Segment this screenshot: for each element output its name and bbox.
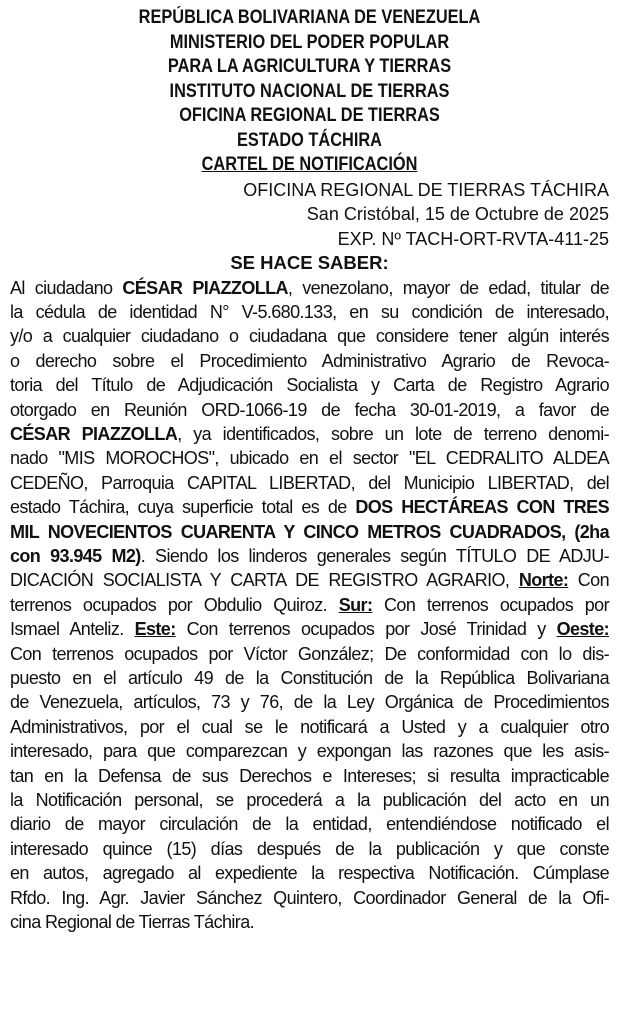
land-area: con 93.945 M2)	[10, 545, 141, 566]
person-name: CÉSAR PIAZZOLLA	[10, 423, 178, 444]
body-text: , venezolano, mayor de edad, titular de	[287, 277, 609, 298]
boundary-east-label: Este:	[134, 619, 176, 640]
notification-body	[10, 276, 609, 935]
body-line	[10, 568, 609, 592]
body-line: diario de mayor circulación de la entidad, entendiéndose notificado el	[10, 814, 609, 835]
meta-office: OFICINA REGIONAL DE TIERRAS TÁCHIRA	[243, 179, 609, 200]
announcement-heading: SE HACE SABER:	[230, 252, 389, 273]
body-line	[10, 593, 609, 617]
header-line-ministry-area: PARA LA AGRICULTURA Y TIERRAS	[167, 56, 452, 77]
body-text: Al ciudadano	[10, 277, 123, 298]
body-line: la cédula de identidad N° V-5.680.133, en su condición de interesado,	[10, 301, 609, 322]
body-text: DICACIÓN SOCIALISTA Y CARTA DE REGISTRO AGRARIO,	[10, 570, 519, 591]
body-line: la Notificación personal, se procederá a la publicación del acto en un	[10, 790, 609, 811]
body-line: toria del Título de Adjudicación Socialista y Carta de Registro Agrario	[10, 375, 609, 396]
body-line	[10, 276, 609, 300]
meta-file-number: EXP. Nº TACH-ORT-RVTA-411-25	[337, 228, 609, 249]
body-line: Administrativos, por el cual se le notificará a Usted y a cualquier otro	[10, 716, 609, 737]
boundary-south-label: Sur:	[338, 594, 373, 615]
body-text: . Siendo los linderos generales según TÍTULO DE ADJU-	[140, 545, 609, 566]
body-line: o derecho sobre el Procedimiento Administrativo Agrario de Revoca-	[10, 350, 609, 371]
body-line	[10, 422, 609, 446]
header-line-republic: REPÚBLICA BOLIVARIANA DE VENEZUELA	[138, 7, 481, 28]
boundary-west-label: Oeste:	[556, 619, 609, 640]
document-meta	[10, 178, 609, 252]
meta-place-date: San Cristóbal, 15 de Octubre de 2025	[306, 204, 609, 224]
body-line: y/o a cualquier ciudadano o ciudadana que considere tener algún interés	[10, 326, 609, 347]
header-line-ministry: MINISTERIO DEL PODER POPULAR	[169, 31, 450, 53]
body-text: estado Táchira, cuya superficie total es de	[10, 497, 356, 518]
body-text: , ya identificados, sobre un lote de terreno denomi-	[177, 423, 609, 444]
body-line: otorgado en Reunión ORD-1066-19 de fecha 30-01-2019, a favor de	[10, 399, 609, 420]
body-line: en autos, agregado al expediente la respectiva Notificación. Cúmplase	[10, 863, 609, 884]
body-line	[10, 520, 609, 544]
body-line: Rfdo. Ing. Agr. Javier Sánchez Quintero, Coordinador General de la Ofi-	[10, 887, 609, 908]
body-line: tan en la Defensa de sus Derechos e Intereses; si resulta impracticable	[10, 765, 609, 786]
header-line-state: ESTADO TÁCHIRA	[237, 129, 382, 151]
body-line: puesto en el artículo 49 de la Constitución de la República Bolivariana	[10, 668, 609, 688]
land-area: DOS HECTÁREAS CON TRES	[355, 497, 609, 518]
land-area: MIL NOVECIENTOS CUARENTA Y CINCO METROS CUADRADOS, (2ha	[10, 521, 609, 542]
body-line	[10, 617, 609, 641]
body-text: Con	[568, 570, 610, 591]
boundary-north-label: Norte:	[518, 570, 569, 591]
document-title: CARTEL DE NOTIFICACIÓN	[201, 154, 418, 175]
body-line	[10, 544, 609, 568]
header-line-institute: INSTITUTO NACIONAL DE TIERRAS	[169, 80, 450, 102]
body-line: CEDEÑO, Parroquia CAPITAL LIBERTAD, del Municipio LIBERTAD, del	[10, 472, 609, 493]
header-line-office: OFICINA REGIONAL DE TIERRAS	[179, 105, 440, 126]
body-text: Ismael Anteliz.	[10, 619, 135, 640]
body-text: Con terrenos ocupados por	[372, 594, 609, 615]
body-line: interesado, para que comparezcan y expongan las razones que les asis-	[10, 741, 609, 762]
document-header	[52, 6, 567, 178]
body-line	[10, 495, 609, 519]
body-line: interesado quince (15) días después de la publicación y que conste	[10, 838, 609, 859]
body-line: cina Regional de Tierras Táchira.	[10, 912, 255, 933]
body-line: nado "MIS MOROCHOS", ubicado en el sector "EL CEDRALITO ALDEA	[10, 448, 609, 469]
body-line: de Venezuela, artículos, 73 y 76, de la Ley Orgánica de Procedimientos	[10, 692, 609, 713]
body-line: Con terrenos ocupados por Víctor González; De conformidad con lo dis-	[10, 643, 609, 664]
person-name: CÉSAR PIAZZOLLA	[122, 277, 288, 298]
body-text: terrenos ocupados por Obdulio Quiroz.	[10, 594, 339, 615]
body-text: Con terrenos ocupados por José Trinidad y	[175, 619, 557, 640]
